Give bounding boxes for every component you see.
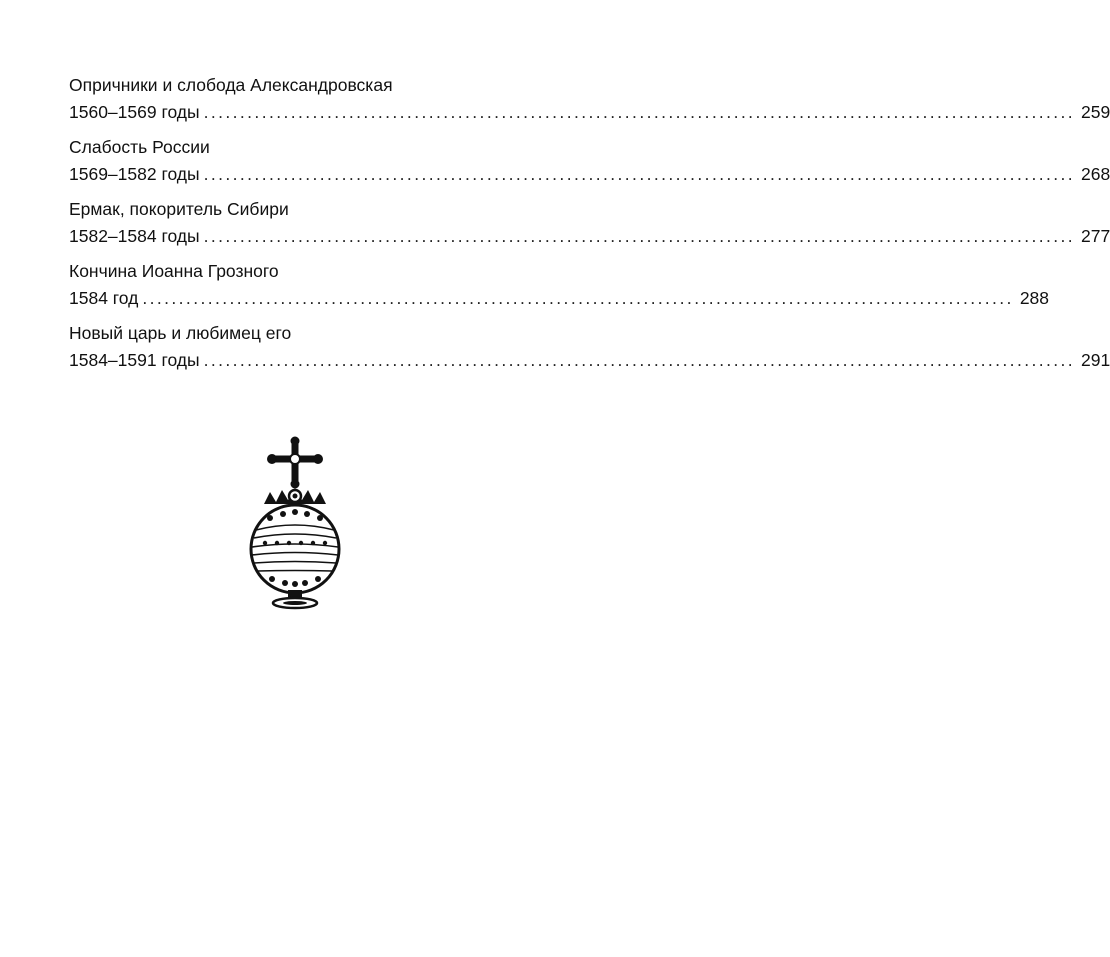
dot-leader: ........................................................................................................................: [203, 164, 1076, 184]
toc-entry: [69, 320, 1110, 374]
toc-entry-years: 1560–1569 годы: [69, 102, 200, 122]
toc-entry: [69, 258, 1050, 312]
toc-entry-title: Опричники и слобода Александровская: [69, 75, 393, 95]
toc-entry-line: [69, 161, 1110, 188]
toc-entry: [69, 72, 1110, 126]
table-of-contents: [69, 72, 1110, 382]
dot-leader: ........................................................................................................................: [142, 288, 1014, 308]
orb-with-cross-icon: [250, 432, 360, 612]
toc-entry: [69, 196, 1110, 250]
dot-leader: ........................................................................................................................: [203, 350, 1076, 370]
toc-entry-years: 1584 год: [69, 288, 139, 308]
toc-entry-title: Новый царь и любимец его: [69, 323, 292, 343]
toc-entry-title: Кончина Иоанна Грозного: [69, 261, 279, 281]
toc-page-number: 288: [1019, 288, 1050, 308]
toc-page-number: 259: [1081, 102, 1110, 122]
dot-leader: ........................................................................................................................: [203, 102, 1076, 122]
toc-entry-line: [69, 347, 1110, 374]
toc-entry-line: [69, 285, 1050, 312]
dot-leader: ........................................................................................................................: [203, 226, 1076, 246]
toc-entry-years: 1584–1591 годы: [69, 350, 200, 370]
toc-entry-line: [69, 99, 1110, 126]
toc-entry: [69, 134, 1110, 188]
toc-entry-line: [69, 223, 1110, 250]
toc-page-number: 268: [1081, 164, 1110, 184]
toc-entry-years: 1569–1582 годы: [69, 164, 200, 184]
toc-page-number: 291: [1081, 350, 1110, 370]
toc-entry-title: Слабость России: [69, 137, 210, 157]
toc-page-number: 277: [1081, 226, 1110, 246]
orb-illustration: [250, 432, 360, 612]
toc-entry-title: Ермак, покоритель Сибири: [69, 199, 289, 219]
toc-entry-years: 1582–1584 годы: [69, 226, 200, 246]
